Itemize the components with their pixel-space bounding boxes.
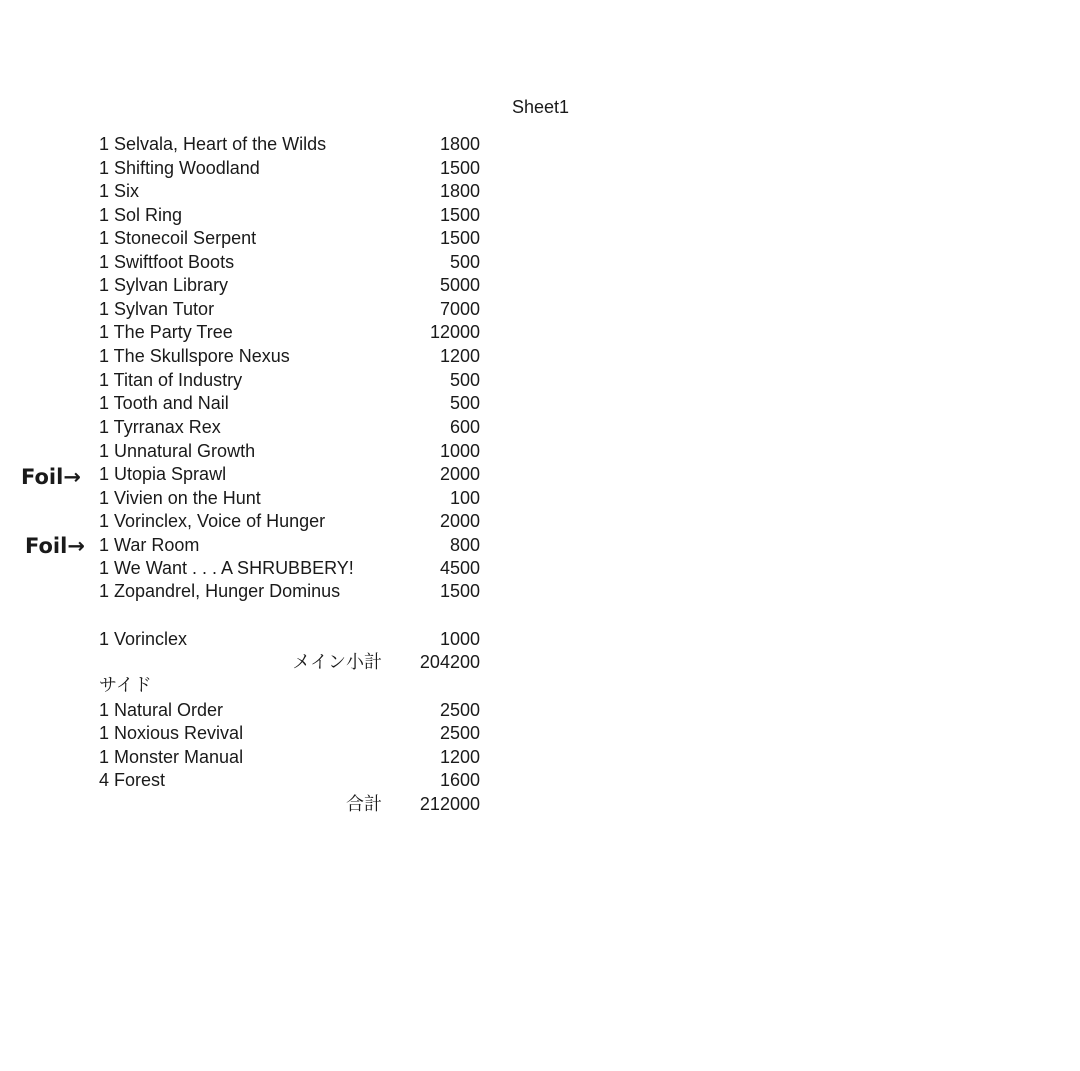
main-subtotal-label: メイン小計 (292, 652, 382, 672)
card-price: 7000 (439, 298, 480, 319)
card-name: 1 Six (99, 181, 140, 201)
card-price: 2500 (439, 699, 480, 720)
card-name: 4 Forest (99, 770, 166, 790)
card-price: 2000 (439, 511, 480, 531)
list-item (0, 746, 1080, 770)
card-price: 100 (449, 487, 480, 508)
foil-annotation: Foil→ (25, 534, 85, 558)
side-header-row (0, 674, 1080, 698)
card-price: 1600 (439, 770, 480, 790)
card-name: 1 The Skullspore Nexus (99, 346, 290, 366)
card-price: 1200 (439, 346, 480, 366)
card-name: 1 Unnatural Growth (99, 440, 256, 461)
card-name: 1 Vorinclex, Voice of Hunger (99, 511, 326, 531)
card-name: 1 Sylvan Tutor (99, 298, 215, 319)
side-header: サイド (99, 675, 152, 695)
card-price: 2500 (439, 723, 480, 743)
list-item (0, 557, 1080, 581)
card-name: 1 The Party Tree (99, 322, 233, 342)
list-item (0, 133, 1080, 157)
card-price: 4500 (439, 558, 480, 578)
card-name: 1 War Room (99, 534, 200, 555)
list-item (0, 298, 1080, 322)
total-label: 合計 (346, 794, 382, 814)
card-name: 1 Sol Ring (99, 204, 183, 225)
list-item (0, 534, 1080, 558)
list-item (0, 345, 1080, 369)
main-subtotal-row (0, 651, 1080, 675)
foil-annotation: Foil→ (21, 465, 81, 489)
list-item (0, 227, 1080, 251)
card-price: 2000 (439, 464, 480, 484)
card-price: 1500 (439, 157, 480, 178)
card-price: 500 (449, 393, 480, 413)
card-price: 1500 (439, 228, 480, 248)
card-price: 1000 (439, 629, 480, 649)
list-item (0, 769, 1080, 793)
card-name: 1 Natural Order (99, 699, 224, 720)
card-name: 1 Sylvan Library (99, 275, 229, 295)
card-name: 1 Stonecoil Serpent (99, 228, 257, 248)
card-price: 1500 (439, 204, 480, 225)
card-name: 1 Vorinclex (99, 629, 188, 649)
list-item (0, 440, 1080, 464)
sheet-title: Sheet1 (512, 97, 570, 117)
card-name: 1 Noxious Revival (99, 723, 244, 743)
list-item (0, 251, 1080, 275)
card-price: 1000 (439, 440, 480, 461)
main-subtotal-value: 204200 (419, 652, 480, 672)
card-name: 1 Tooth and Nail (99, 393, 229, 413)
card-name: 1 Titan of Industry (99, 369, 243, 390)
card-price: 600 (449, 417, 480, 437)
card-name: 1 Vivien on the Hunt (99, 487, 261, 508)
card-name: 1 Tyrranax Rex (99, 417, 221, 437)
list-item (0, 487, 1080, 511)
total-row (0, 793, 1080, 817)
list-item (0, 321, 1080, 345)
list-item (0, 204, 1080, 228)
card-price: 500 (449, 252, 480, 272)
card-name: 1 Swiftfoot Boots (99, 252, 235, 272)
card-price: 800 (449, 534, 480, 555)
card-price: 1800 (439, 181, 480, 201)
total-value: 212000 (419, 794, 480, 814)
card-price: 12000 (429, 322, 480, 342)
list-item (0, 180, 1080, 204)
card-name: 1 Zopandrel, Hunger Dominus (99, 581, 341, 601)
card-price: 500 (449, 369, 480, 390)
card-price: 1200 (439, 746, 480, 767)
list-item (0, 699, 1080, 723)
card-name: 1 We Want . . . A SHRUBBERY! (99, 558, 354, 578)
card-name: 1 Utopia Sprawl (99, 464, 227, 484)
list-item (0, 416, 1080, 440)
card-name: 1 Selvala, Heart of the Wilds (99, 134, 327, 154)
list-item (0, 722, 1080, 746)
card-name: 1 Monster Manual (99, 746, 244, 767)
list-item (0, 392, 1080, 416)
list-item (0, 463, 1080, 487)
list-item (0, 628, 1080, 652)
card-name: 1 Shifting Woodland (99, 157, 260, 178)
list-item (0, 510, 1080, 534)
card-price: 5000 (439, 275, 480, 295)
list-item (0, 157, 1080, 181)
list-item (0, 274, 1080, 298)
list-item (0, 580, 1080, 604)
card-price: 1800 (439, 134, 480, 154)
list-item (0, 369, 1080, 393)
card-price: 1500 (439, 581, 480, 601)
